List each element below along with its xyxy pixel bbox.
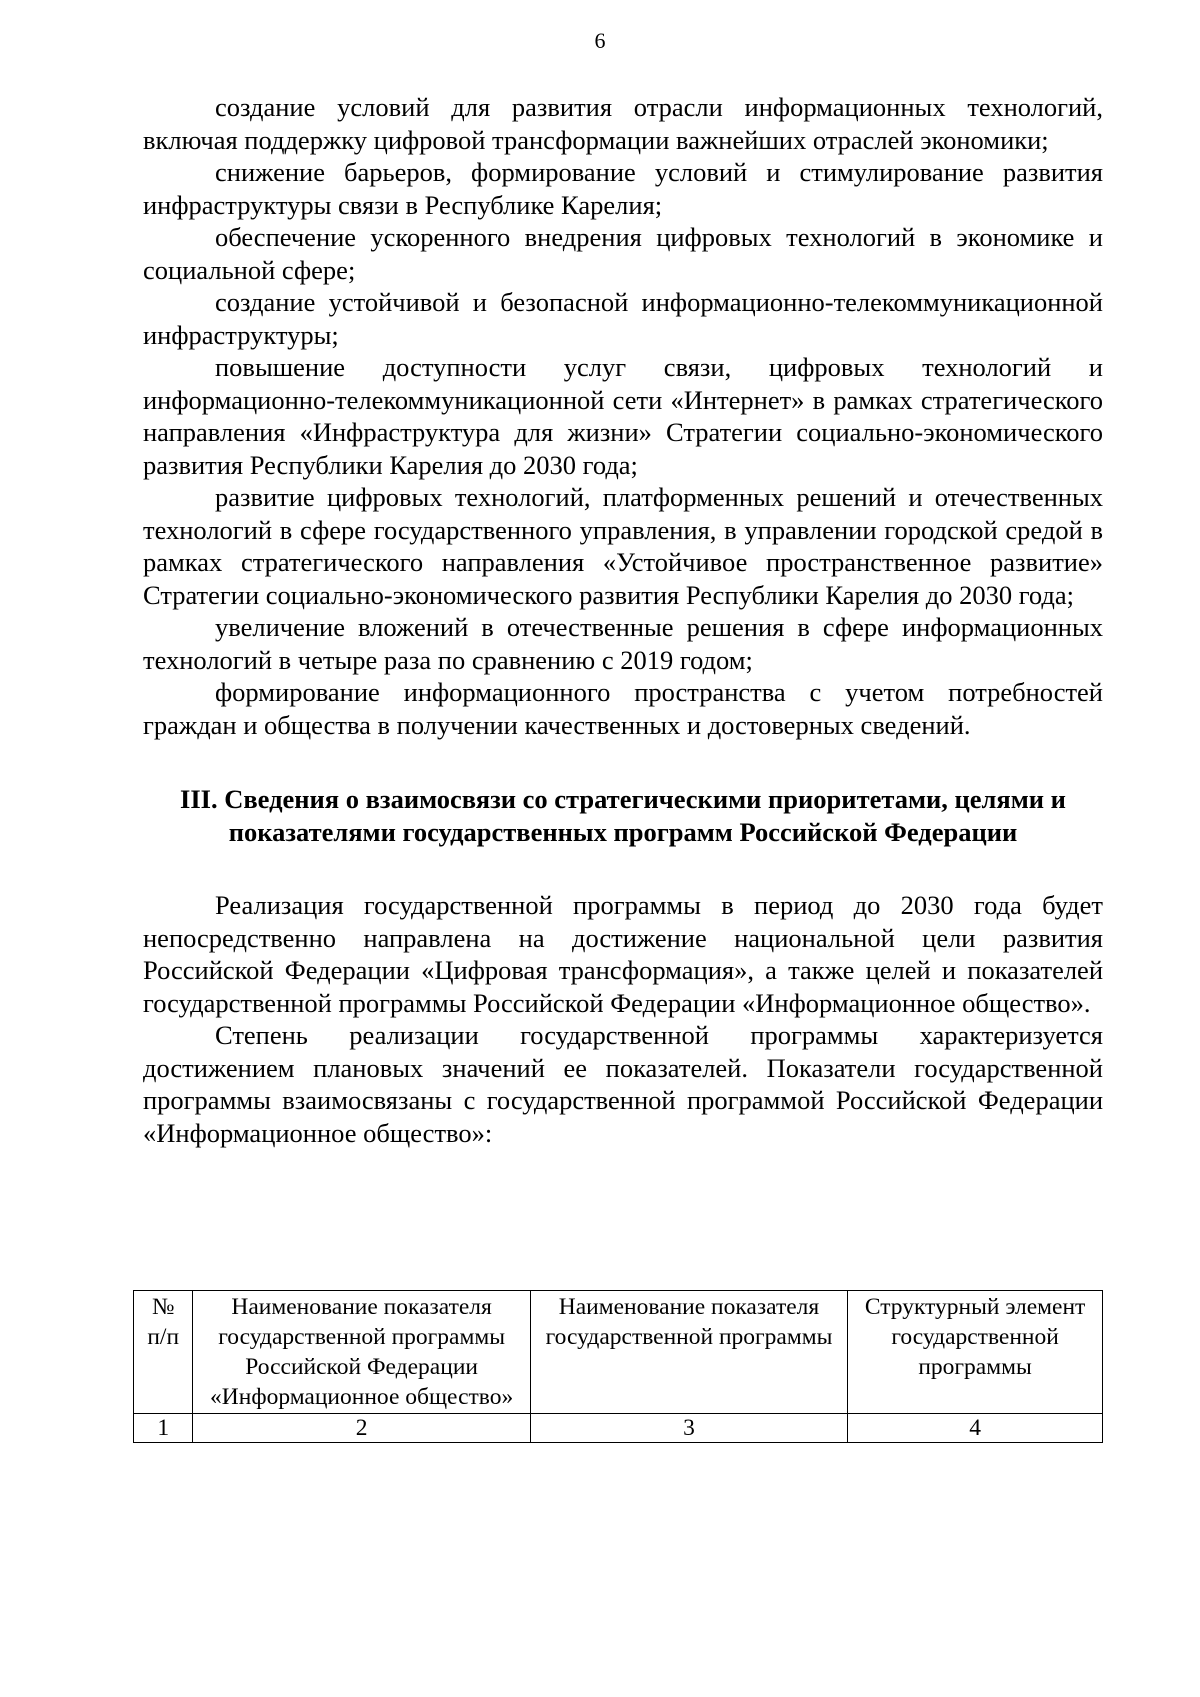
header-cell-structural-element: Структурный элемент государственной программы — [848, 1291, 1103, 1414]
table-header-row — [134, 1291, 1103, 1414]
section-body — [143, 889, 1103, 1149]
section-title: III. Сведения о взаимосвязи со стратегическими приоритетами, целями и показателями государственных программ Российской Федерации — [180, 784, 1066, 847]
column-number-cell: 4 — [848, 1414, 1103, 1443]
list-item: повышение доступности услуг связи, цифровых технологий и информационно-телекоммуникационной сети «Интернет» в рамках стратегического направления «Инфраструктура для жизни» Стратегии социально-экономического развития Республики Карелия до 2030 года; — [143, 352, 1103, 480]
table-row — [134, 1414, 1103, 1443]
indicators-table — [133, 1290, 1103, 1443]
header-cell-program-indicator: Наименование показателя государственной программы — [530, 1291, 847, 1414]
section-paragraph: Реализация государственной программы в период до 2030 года будет непосредственно направлена на достижение национальной цели развития Российской Федерации «Цифровая трансформация», а также целей и показателей государственной программы Российской Федерации «Информационное общество». — [143, 890, 1103, 1018]
goals-list — [143, 91, 1103, 741]
list-item: увеличение вложений в отечественные решения в сфере информационных технологий в четыре раза по сравнению с 2019 годом; — [143, 612, 1103, 675]
header-cell-federal-indicator: Наименование показателя государственной программы Российской Федерации «Информационное общество» — [193, 1291, 530, 1414]
list-item: обеспечение ускоренного внедрения цифровых технологий в экономике и социальной сфере; — [143, 222, 1103, 285]
column-number-cell: 3 — [530, 1414, 847, 1443]
list-item: формирование информационного пространства с учетом потребностей граждан и общества в получении качественных и достоверных сведений. — [143, 677, 1103, 740]
list-item: развитие цифровых технологий, платформенных решений и отечественных технологий в сфере государственного управления, в управлении городской средой в рамках стратегического направления «Устойчивое пространственное развитие» Стратегии социально-экономического развития Республики Карелия до 2030 года; — [143, 482, 1103, 610]
header-cell-number: № п/п — [134, 1291, 193, 1414]
page-number: 6 — [594, 28, 606, 53]
document-body — [143, 91, 1103, 1149]
list-item: создание устойчивой и безопасной информационно-телекоммуникационной инфраструктуры; — [143, 287, 1103, 350]
section-paragraph: Степень реализации государственной программы характеризуется достижением плановых значений ее показателей. Показатели государственной программы взаимосвязаны с государственной программой Российской Федерации «Информационное общество»: — [143, 1020, 1103, 1148]
column-number-cell: 2 — [193, 1414, 530, 1443]
list-item: снижение барьеров, формирование условий и стимулирование развития инфраструктуры связи в Республике Карелия; — [143, 157, 1103, 220]
list-item: создание условий для развития отрасли информационных технологий, включая поддержку цифровой трансформации важнейших отраслей экономики; — [143, 92, 1103, 155]
column-number-cell: 1 — [134, 1414, 193, 1443]
